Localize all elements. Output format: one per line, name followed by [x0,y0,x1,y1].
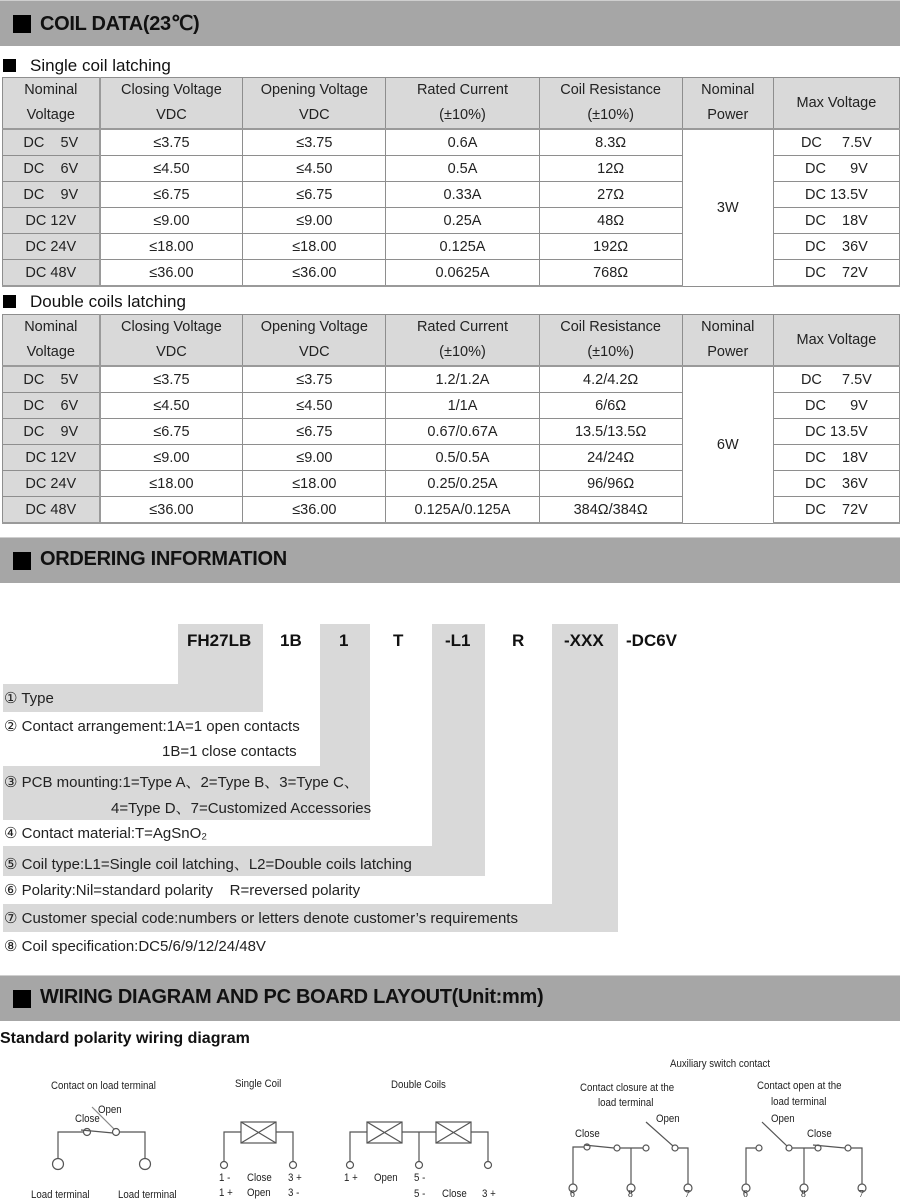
ordering-line-coil-type: ⑤ Coil type:L1=Single coil latching、L2=Double coils latching [4,856,412,873]
cell-resistance: 24/24Ω [539,445,682,471]
cell-resistance: 13.5/13.5Ω [539,419,682,445]
cell-opening: ≤3.75 [243,129,386,156]
single-coil-pin: 1 + [219,1187,233,1199]
table-row [3,129,900,156]
column-header: Coil Resistance [539,315,682,341]
cell-closing: ≤4.50 [100,393,243,419]
cell-closing: ≤4.50 [100,156,243,182]
ordering-line-pcb-mounting: ③ PCB mounting:1=Type A、2=Type B、3=Type C、 [4,774,359,791]
square-bullet-icon [13,552,31,570]
single-coil-diagram [221,1122,297,1169]
cell-resistance: 96/96Ω [539,471,682,497]
contact-node [113,1129,120,1136]
column-header-unit: VDC [243,340,386,366]
terminal-node [485,1162,492,1169]
contact-node [786,1145,792,1151]
switch-blade-open [646,1122,673,1146]
single-coil-state: Close [247,1172,272,1184]
double-coils-pin: 3 + [482,1188,496,1200]
single-coil-subheading [0,56,171,76]
square-bullet-icon [13,990,31,1008]
cell-opening: ≤4.50 [243,156,386,182]
cell-current: 0.25/0.25A [386,471,539,497]
cell-current: 0.125A/0.125A [386,497,539,524]
load-terminal-left: Load terminal [31,1189,90,1201]
contact-load-title: Contact on load terminal [51,1080,156,1092]
aux-pin: 7 [859,1188,864,1200]
cell-current: 0.67/0.67A [386,419,539,445]
column-header-unit: Voltage [3,103,100,129]
cell-max-voltage: DC 9V [773,393,899,419]
ordering-line-type: ① Type [4,690,54,707]
column-header: Opening Voltage [243,78,386,104]
single-coil-state: Open [247,1187,271,1199]
section-title: COIL DATA(23℃) [40,13,200,35]
aux-pin: 8 [801,1188,806,1200]
column-header-unit: VDC [100,103,243,129]
code-pcb-mounting: 1 [339,631,349,650]
ordering-line-customer-code: ⑦ Customer special code:numbers or letters denote customer’s requirements [4,910,518,927]
double-coils-pin: 1 + [344,1172,358,1184]
aux-title: Auxiliary switch contact [670,1058,771,1070]
column-header: Rated Current [386,78,539,104]
cell-max-voltage: DC 13.5V [773,182,899,208]
cell-current: 0.5A [386,156,539,182]
cell-current: 0.0625A [386,260,539,287]
cell-closing: ≤36.00 [100,497,243,524]
aux-closure-title: Contact closure at the [580,1082,675,1094]
ordering-banner [0,537,900,583]
cell-max-voltage: DC 9V [773,156,899,182]
code-coil-type: -L1 [445,631,471,650]
double-coils-pin: 5 - [414,1172,426,1184]
cell-nominal: DC 48V [3,260,100,287]
load-terminal-right: Load terminal [118,1189,177,1201]
column-header-unit: Power [682,103,773,129]
column-header: Opening Voltage [243,315,386,341]
cell-nominal: DC 12V [3,208,100,234]
cell-resistance: 27Ω [539,182,682,208]
cell-resistance: 4.2/4.2Ω [539,366,682,393]
cell-nominal-power: 6W [682,366,773,523]
wire [678,1148,688,1185]
switch-blade-open [762,1122,787,1146]
square-bullet-icon [13,15,31,33]
cell-opening: ≤4.50 [243,393,386,419]
cell-max-voltage: DC 36V [773,471,899,497]
column-header: Rated Current [386,315,539,341]
aux-open-close-label: Close [807,1128,832,1140]
cell-nominal: DC 24V [3,234,100,260]
cell-nominal: DC 48V [3,497,100,524]
column-header: Nominal [682,78,773,104]
terminal-node [140,1159,151,1170]
square-bullet-icon [3,59,16,72]
contact-load-close-label: Close [75,1113,100,1125]
terminal-node [53,1159,64,1170]
cell-closing: ≤6.75 [100,419,243,445]
cell-opening: ≤3.75 [243,366,386,393]
cell-current: 0.25A [386,208,539,234]
cell-nominal-power: 3W [682,129,773,286]
cell-closing: ≤18.00 [100,234,243,260]
cell-nominal: DC 6V [3,156,100,182]
cell-current: 0.5/0.5A [386,445,539,471]
code-type: FH27LB [187,631,252,650]
code-contact-arrangement: 1B [280,631,302,650]
wire [851,1148,862,1185]
terminal-node [221,1162,228,1169]
aux-open-diagram [742,1122,866,1192]
subheading-text: Double coils latching [30,292,186,311]
cell-closing: ≤3.75 [100,129,243,156]
code-coil-spec: -DC6V [626,631,678,650]
wire [573,1147,584,1185]
wire [746,1148,756,1185]
subheading-text: Single coil latching [30,56,171,75]
column-header: Max Voltage [773,78,899,130]
cell-closing: ≤36.00 [100,260,243,287]
single-coil-pin: 3 + [288,1172,302,1184]
cell-max-voltage: DC 72V [773,497,899,524]
aux-pin: 6 [570,1188,575,1200]
cell-opening: ≤18.00 [243,234,386,260]
section-title: WIRING DIAGRAM AND PC BOARD LAYOUT(Unit:mm) [40,986,544,1008]
column-header: Nominal [3,315,100,341]
cell-nominal: DC 5V [3,366,100,393]
double-coil-table [2,314,900,524]
cell-closing: ≤3.75 [100,366,243,393]
cell-resistance: 384Ω/384Ω [539,497,682,524]
ordering-line-polarity: ⑥ Polarity:Nil=standard polarity R=reversed polarity [4,882,361,899]
column-header-unit: (±10%) [539,103,682,129]
double-coils-state: Open [374,1172,398,1184]
column-header-unit: (±10%) [539,340,682,366]
cell-nominal: DC 6V [3,393,100,419]
double-coil-subheading [0,292,186,312]
single-coil-pin: 1 - [219,1172,231,1184]
cell-current: 0.33A [386,182,539,208]
cell-closing: ≤6.75 [100,182,243,208]
section-title: ORDERING INFORMATION [40,548,287,570]
cell-nominal: DC 9V [3,419,100,445]
ordering-line-coil-spec: ⑧ Coil specification:DC5/6/9/12/24/48V [4,938,266,955]
cell-resistance: 6/6Ω [539,393,682,419]
column-header-unit: VDC [100,340,243,366]
cell-resistance: 768Ω [539,260,682,287]
contact-node [643,1145,649,1151]
wire [224,1132,241,1164]
aux-open-title: Contact open at the [757,1080,842,1092]
aux-pin: 8 [628,1188,633,1200]
coil-data-banner [0,0,900,46]
column-header: Coil Resistance [539,78,682,104]
cell-nominal: DC 24V [3,471,100,497]
column-header: Max Voltage [773,315,899,367]
cell-resistance: 48Ω [539,208,682,234]
contact-node [672,1145,678,1151]
cell-max-voltage: DC 13.5V [773,419,899,445]
aux-closure-open-label: Open [656,1113,680,1125]
cell-current: 1/1A [386,393,539,419]
square-bullet-icon [3,295,16,308]
column-header-unit: Power [682,340,773,366]
double-coils-state: Close [442,1188,467,1200]
contact-node [84,1129,91,1136]
cell-opening: ≤18.00 [243,471,386,497]
cell-opening: ≤9.00 [243,445,386,471]
table-row [3,366,900,393]
aux-pin: 7 [685,1188,690,1200]
column-header: Nominal [3,78,100,104]
cell-nominal: DC 9V [3,182,100,208]
cell-max-voltage: DC 72V [773,260,899,287]
single-coil-pin: 3 - [288,1187,300,1199]
single-coil-table [2,77,900,287]
cell-opening: ≤36.00 [243,260,386,287]
cell-current: 1.2/1.2A [386,366,539,393]
cell-resistance: 192Ω [539,234,682,260]
code-contact-material: T [393,631,404,650]
contact-load-open-label: Open [98,1104,122,1116]
aux-pin: 6 [743,1188,748,1200]
ordering-line-contact-arrangement-2: 1B=1 close contacts [162,743,297,760]
cell-closing: ≤18.00 [100,471,243,497]
cell-opening: ≤9.00 [243,208,386,234]
double-coils-pin: 5 - [414,1188,426,1200]
cell-max-voltage: DC 36V [773,234,899,260]
cell-closing: ≤9.00 [100,445,243,471]
wire [471,1132,488,1162]
wire [276,1132,293,1162]
terminal-node [416,1162,423,1169]
contact-load-diagram [53,1107,151,1170]
wiring-banner [0,975,900,1021]
cell-nominal: DC 5V [3,129,100,156]
wire [58,1132,85,1164]
cell-opening: ≤6.75 [243,419,386,445]
column-header: Closing Voltage [100,315,243,341]
code-column-customer [552,624,618,904]
cell-nominal: DC 12V [3,445,100,471]
double-coils-diagram [347,1122,492,1169]
aux-closure-title-2: load terminal [598,1097,654,1109]
column-header: Closing Voltage [100,78,243,104]
cell-opening: ≤6.75 [243,182,386,208]
column-header-unit: VDC [243,103,386,129]
cell-closing: ≤9.00 [100,208,243,234]
aux-open-title-2: load terminal [771,1096,827,1108]
cell-resistance: 12Ω [539,156,682,182]
wire [350,1132,367,1162]
column-header-unit: (±10%) [386,340,539,366]
column-header-unit: Voltage [3,340,100,366]
ordering-line-contact-arrangement: ② Contact arrangement:1A=1 open contacts [4,718,300,735]
contact-node [614,1145,620,1151]
cell-max-voltage: DC 7.5V [773,129,899,156]
cell-resistance: 8.3Ω [539,129,682,156]
aux-closure-close-label: Close [575,1128,600,1140]
cell-current: 0.6A [386,129,539,156]
single-coil-title: Single Coil [235,1078,282,1090]
cell-max-voltage: DC 18V [773,445,899,471]
code-customer: -XXX [564,631,604,650]
cell-max-voltage: DC 7.5V [773,366,899,393]
terminal-node [347,1162,354,1169]
terminal-node [290,1162,297,1169]
cell-max-voltage: DC 18V [773,208,899,234]
code-column-coil-type [432,624,485,846]
contact-node [756,1145,762,1151]
double-coils-title: Double Coils [391,1079,446,1091]
ordering-line-pcb-mounting-2: 4=Type D、7=Customized Accessories [111,800,372,817]
contact-node [845,1145,851,1151]
aux-open-open-label: Open [771,1113,795,1125]
ordering-line-contact-material: ④ Contact material:T=AgSnO₂ [4,825,208,842]
column-header-unit: (±10%) [386,103,539,129]
cell-opening: ≤36.00 [243,497,386,524]
cell-current: 0.125A [386,234,539,260]
code-polarity: R [512,631,525,650]
wire [120,1132,145,1160]
column-header: Nominal [682,315,773,341]
wiring-subtitle: Standard polarity wiring diagram [0,1030,250,1047]
